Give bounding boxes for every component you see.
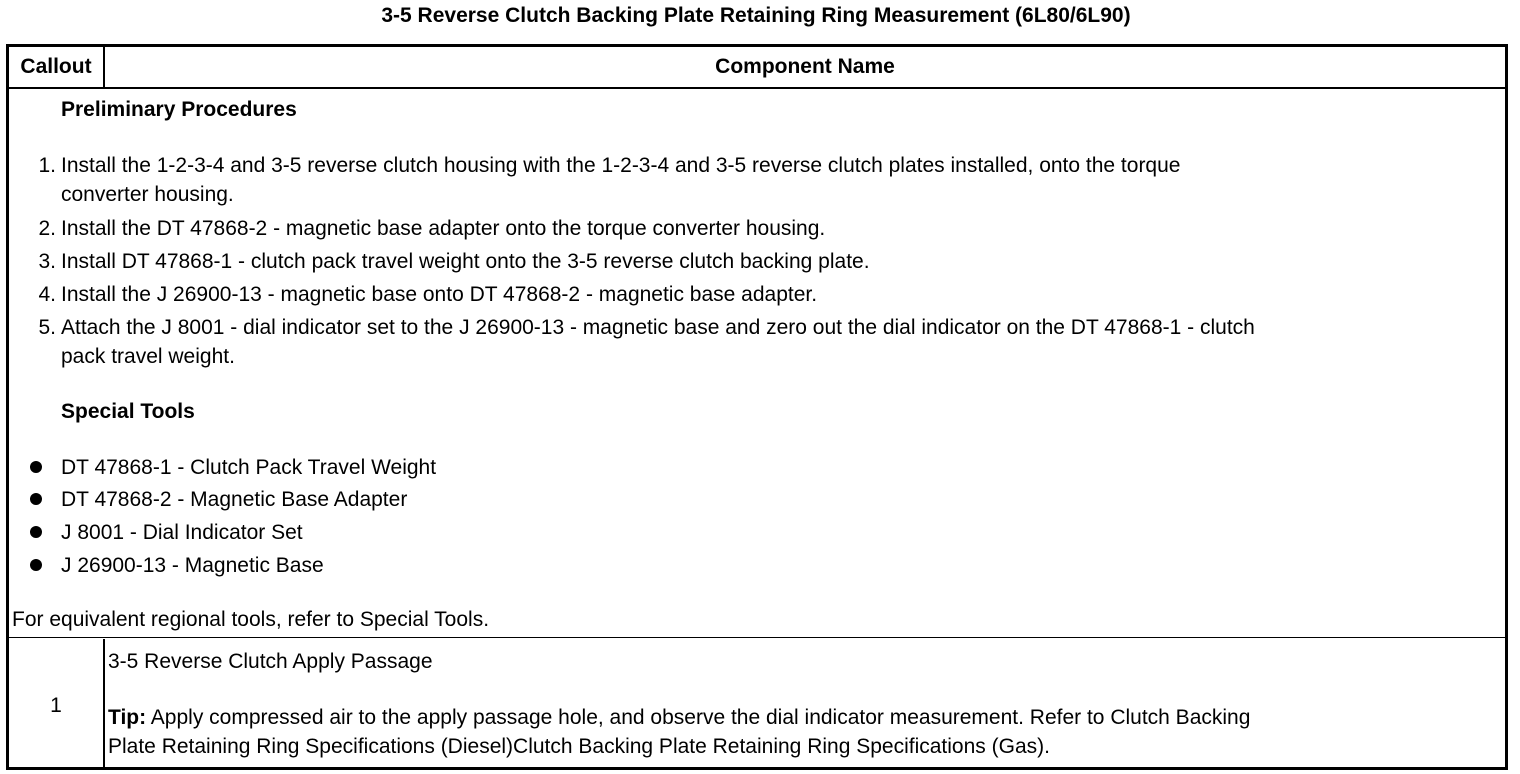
tool-item: J 26900-13 - Magnetic Base bbox=[61, 554, 324, 577]
step-number: 3. bbox=[38, 250, 56, 273]
procedure-table bbox=[6, 44, 1508, 770]
callout-column-header: Callout bbox=[20, 55, 92, 78]
tool-item: DT 47868-2 - Magnetic Base Adapter bbox=[61, 488, 408, 511]
body-column-divider bbox=[103, 639, 105, 767]
step-text: Install the DT 47868-2 - magnetic base adapter onto the torque converter housing. bbox=[61, 217, 826, 240]
step-number: 5. bbox=[38, 316, 56, 339]
tool-item: J 8001 - Dial Indicator Set bbox=[61, 521, 303, 544]
component-name: 3-5 Reverse Clutch Apply Passage bbox=[108, 650, 433, 673]
bullet-icon bbox=[30, 559, 42, 571]
callout-number: 1 bbox=[50, 694, 62, 717]
step-text: Install the J 26900-13 - magnetic base onto DT 47868-2 - magnetic base adapter. bbox=[61, 283, 818, 306]
tip-line bbox=[108, 703, 1250, 732]
document-title: 3-5 Reverse Clutch Backing Plate Retaining Ring Measurement (6L80/6L90) bbox=[381, 4, 1131, 27]
step-number: 1. bbox=[38, 154, 56, 177]
step-text: Install DT 47868-1 - clutch pack travel weight onto the 3-5 reverse clutch backing plate. bbox=[61, 250, 870, 273]
step-text: Attach the J 8001 - dial indicator set to the J 26900-13 - magnetic base and zero out the dial indicator on the DT 47868-1 - clutch bbox=[61, 316, 1255, 339]
step-text: pack travel weight. bbox=[61, 345, 235, 368]
row-divider bbox=[9, 637, 1505, 638]
regional-tools-note: For equivalent regional tools, refer to Special Tools. bbox=[12, 608, 490, 631]
bullet-icon bbox=[30, 461, 42, 473]
tip-text: Apply compressed air to the apply passage hole, and observe the dial indicator measurement. Refer to Clutch Backing bbox=[146, 706, 1251, 729]
bullet-icon bbox=[30, 493, 42, 505]
header-rule bbox=[9, 87, 1505, 89]
component-name-column-header: Component Name bbox=[715, 55, 895, 78]
tip-text: Plate Retaining Ring Specifications (Diesel)Clutch Backing Plate Retaining Ring Specifications (Gas). bbox=[108, 735, 1050, 758]
special-tools-heading: Special Tools bbox=[61, 400, 195, 423]
bullet-icon bbox=[30, 526, 42, 538]
preliminary-procedures-heading: Preliminary Procedures bbox=[61, 98, 297, 121]
step-text: converter housing. bbox=[61, 183, 234, 206]
tool-item: DT 47868-1 - Clutch Pack Travel Weight bbox=[61, 456, 437, 479]
step-number: 2. bbox=[38, 217, 56, 240]
tip-label: Tip: bbox=[108, 706, 147, 729]
step-text: Install the 1-2-3-4 and 3-5 reverse clutch housing with the 1-2-3-4 and 3-5 reverse clutch plates installed, onto the torque bbox=[61, 154, 1181, 177]
step-number: 4. bbox=[38, 283, 56, 306]
